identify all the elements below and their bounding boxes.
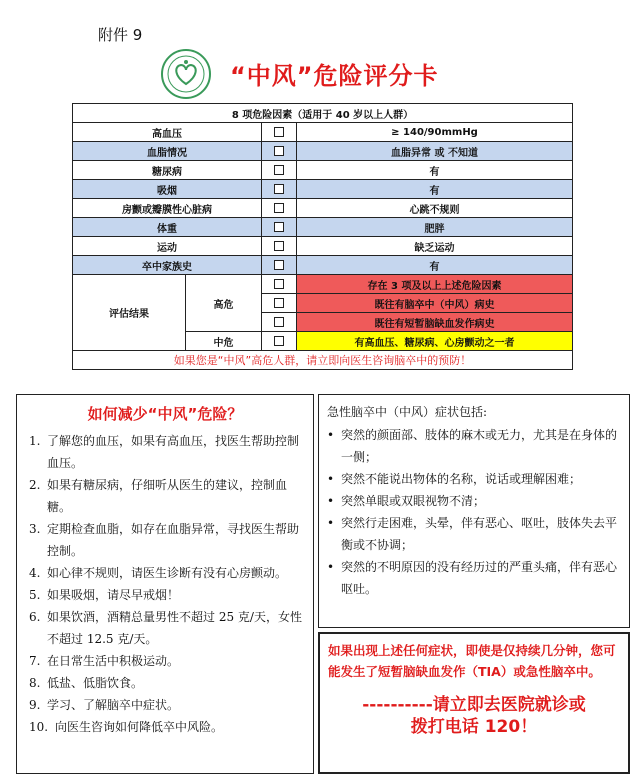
- item-text: 学习、了解脑卒中症状。: [47, 698, 180, 712]
- table-row: [73, 275, 573, 294]
- item-text: 突然的不明原因的没有经历过的严重头痛，伴有恶心呕吐。: [341, 560, 618, 596]
- checkbox-icon[interactable]: [274, 336, 284, 346]
- call-line-1: ----------请立即去医院就诊或: [362, 695, 586, 715]
- item-number: 2.: [29, 478, 41, 492]
- bullet-dot: •: [327, 494, 335, 508]
- factor-name: 体重: [73, 218, 262, 237]
- factor-criterion: 有: [297, 256, 573, 275]
- item-text: 突然的颜面部、肢体的麻木或无力，尤其是在身体的一侧；: [341, 428, 618, 464]
- item-text: 如心律不规则，请医生诊断有没有心房颤动。: [47, 566, 288, 580]
- table-row: [73, 237, 573, 256]
- checkbox-icon[interactable]: [274, 317, 284, 327]
- medium-risk-item: 有高血压、糖尿病、心房颤动之一者: [297, 332, 573, 351]
- assessment-label: 评估结果: [73, 275, 186, 351]
- list-item: [29, 562, 303, 584]
- item-text: 突然不能说出物体的名称，说话或理解困难；: [341, 472, 582, 486]
- list-item: [327, 424, 621, 468]
- item-text: 突然行走困难，头晕，伴有恶心、呕吐，肢体失去平衡或不协调；: [341, 516, 618, 552]
- list-item: [327, 556, 621, 600]
- list-item: [29, 518, 303, 562]
- checkbox-icon[interactable]: [274, 222, 284, 232]
- list-item: [327, 512, 621, 556]
- checkbox-icon[interactable]: [274, 184, 284, 194]
- factor-name: 吸烟: [73, 180, 262, 199]
- high-risk-item: 存在 3 项及以上上述危险因素: [297, 275, 573, 294]
- item-text: 定期检查血脂，如存在血脂异常，寻找医生帮助控制。: [47, 522, 300, 558]
- factor-criterion: ≥ 140/90mmHg: [297, 123, 573, 142]
- item-text: 低盐、低脂饮食。: [47, 676, 144, 690]
- checkbox-icon[interactable]: [274, 279, 284, 289]
- list-item: [29, 694, 303, 716]
- risk-factor-table: [72, 103, 573, 370]
- item-number: 9.: [29, 698, 41, 712]
- bullet-dot: •: [327, 428, 335, 442]
- item-text: 如果饮酒，酒精总量男性不超过 25 克/天，女性不超过 12.5 克/天。: [47, 610, 302, 646]
- high-risk-label: 高危: [186, 275, 262, 332]
- association-logo: [160, 48, 212, 100]
- symptoms-panel: [318, 394, 630, 628]
- factor-name: 高血压: [73, 123, 262, 142]
- factor-name: 血脂情况: [73, 142, 262, 161]
- item-number: 1.: [29, 434, 41, 448]
- item-text: 了解您的血压，如果有高血压，找医生帮助控制血压。: [47, 434, 300, 470]
- checkbox-icon[interactable]: [274, 241, 284, 251]
- list-item: [29, 650, 303, 672]
- item-number: 5.: [29, 588, 41, 602]
- list-item: [29, 430, 303, 474]
- call-line-2: 拨打电话 120！: [410, 717, 538, 737]
- factor-criterion: 缺乏运动: [297, 237, 573, 256]
- list-item: [29, 716, 303, 738]
- factor-name: 房颤或瓣膜性心脏病: [73, 199, 262, 218]
- table-row: [73, 199, 573, 218]
- factor-name: 运动: [73, 237, 262, 256]
- bullet-dot: •: [327, 560, 335, 574]
- factor-criterion: 有: [297, 180, 573, 199]
- table-row: [73, 218, 573, 237]
- item-number: 3.: [29, 522, 41, 536]
- factor-name: 糖尿病: [73, 161, 262, 180]
- list-item: [29, 606, 303, 650]
- item-number: 8.: [29, 676, 41, 690]
- checkbox-icon[interactable]: [274, 260, 284, 270]
- table-heading: 8 项危险因素（适用于 40 岁以上人群）: [73, 104, 573, 123]
- medium-risk-label: 中危: [186, 332, 262, 351]
- list-item: [29, 474, 303, 518]
- item-number: 7.: [29, 654, 41, 668]
- checkbox-icon[interactable]: [274, 298, 284, 308]
- item-text: 在日常生活中积极运动。: [47, 654, 180, 668]
- checkbox-icon[interactable]: [274, 146, 284, 156]
- high-risk-item: 既往有脑卒中（中风）病史: [297, 294, 573, 313]
- checkbox-icon[interactable]: [274, 127, 284, 137]
- bullet-dot: •: [327, 472, 335, 486]
- item-number: 6.: [29, 610, 41, 624]
- high-risk-item: 既往有短暂脑缺血发作病史: [297, 313, 573, 332]
- checkbox-icon[interactable]: [274, 165, 284, 175]
- factor-name: 卒中家族史: [73, 256, 262, 275]
- list-item: [29, 672, 303, 694]
- page-title: “中风”危险评分卡: [230, 62, 439, 90]
- item-text: 如果吸烟，请尽早戒烟！: [47, 588, 180, 602]
- table-row: [73, 123, 573, 142]
- factor-criterion: 血脂异常 或 不知道: [297, 142, 573, 161]
- item-text: 向医生咨询如何降低卒中风险。: [55, 720, 224, 734]
- factor-criterion: 肥胖: [297, 218, 573, 237]
- emergency-warning: [318, 632, 630, 774]
- checkbox-icon[interactable]: [274, 203, 284, 213]
- item-text: 如果有糖尿病，仔细听从医生的建议，控制血糖。: [47, 478, 288, 514]
- list-item: [327, 468, 621, 490]
- factor-criterion: 心跳不规则: [297, 199, 573, 218]
- factor-criterion: 有: [297, 161, 573, 180]
- prevention-title: 如何减少“中风”危险？: [87, 405, 243, 423]
- item-number: 4.: [29, 566, 41, 580]
- warning-text: 如果出现上述任何症状，即使是仅持续几分钟，您可能发生了短暂脑缺血发作（TIA）或急性脑卒中。: [328, 643, 616, 679]
- item-text: 突然单眼或双眼视物不清；: [341, 494, 486, 508]
- list-item: [29, 584, 303, 606]
- consult-note: 如果您是“中风”高危人群，请立即向医生咨询脑卒中的预防！: [73, 351, 573, 370]
- table-row: [73, 180, 573, 199]
- table-row: [73, 256, 573, 275]
- symptoms-heading: 急性脑卒中（中风）症状包括:: [327, 405, 488, 419]
- table-row: [73, 142, 573, 161]
- table-row: [73, 161, 573, 180]
- list-item: [327, 490, 621, 512]
- item-number: 10.: [29, 720, 49, 734]
- bullet-dot: •: [327, 516, 335, 530]
- prevention-panel: [16, 394, 314, 774]
- attachment-label: 附件 9: [98, 26, 143, 44]
